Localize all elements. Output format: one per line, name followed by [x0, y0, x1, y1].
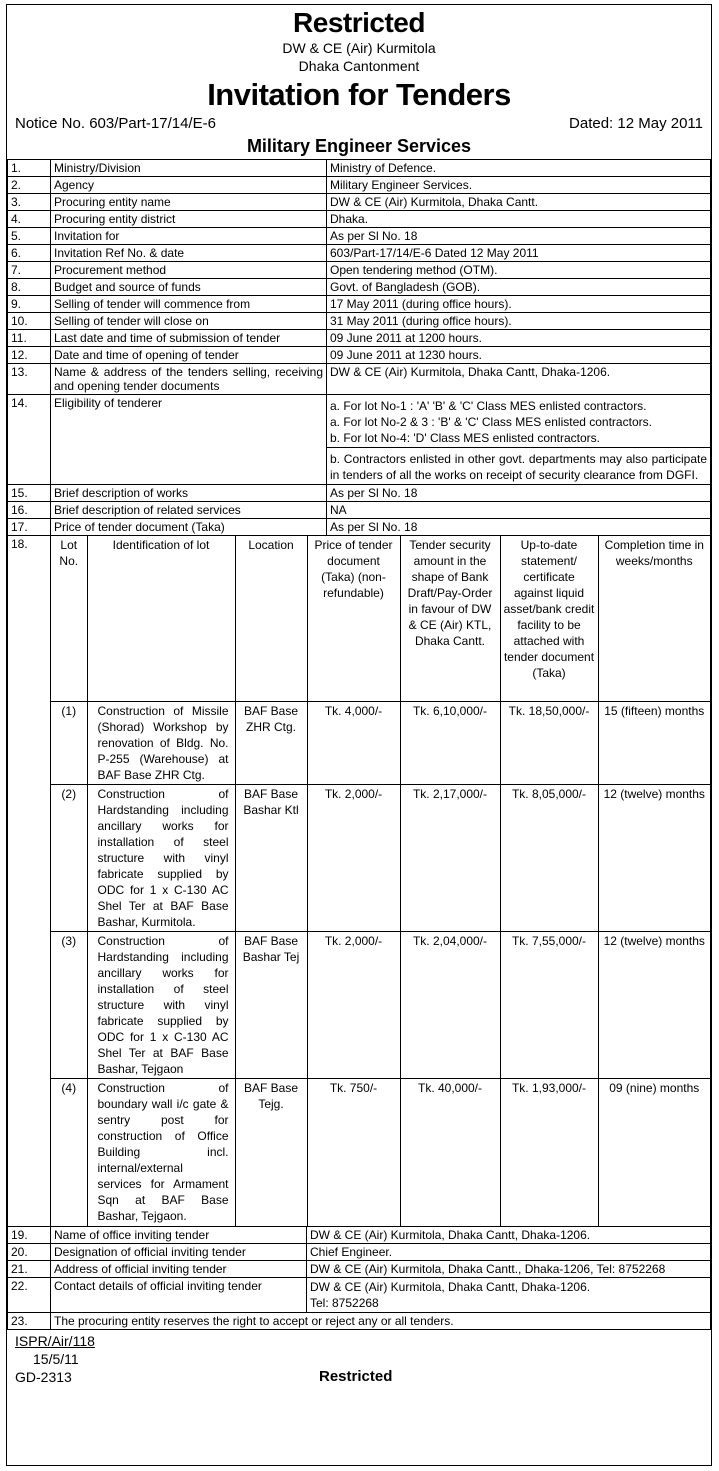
eligibility-note: b. Contractors enlisted in other govt. departments may also participate in tenders of all the works on receipt of security clearance from DGFI.	[327, 447, 710, 483]
row-value	[307, 1278, 711, 1313]
lot-row	[51, 931, 710, 1078]
lot-number: (4)	[51, 1078, 87, 1226]
row-number: 21.	[8, 1261, 51, 1278]
lot-price: Tk. 4,000/-	[307, 701, 400, 784]
row-number: 12.	[8, 347, 51, 364]
lot-security: Tk. 40,000/-	[400, 1078, 500, 1226]
page-title: Invitation for Tenders	[207, 77, 511, 112]
completion-header: Completion time in weeks/months	[598, 536, 710, 701]
lot-price: Tk. 750/-	[307, 1078, 400, 1226]
row-label: Selling of tender will commence from	[51, 296, 327, 313]
row-value: DW & CE (Air) Kurmitola, Dhaka Cantt, Dhaka-1206.	[327, 364, 711, 395]
row-value: 17 May 2011 (during office hours).	[327, 296, 711, 313]
classification-heading: Restricted	[293, 7, 425, 38]
row-number: 23.	[8, 1313, 51, 1330]
lot-location: BAF Base Bashar Tej	[235, 931, 307, 1078]
table-row	[8, 194, 711, 211]
table-row	[8, 211, 711, 228]
row-number: 16.	[8, 502, 51, 519]
office-details-table	[7, 1226, 711, 1330]
table-row	[8, 485, 711, 502]
table-row	[8, 160, 711, 177]
tender-notice-page	[6, 4, 712, 1466]
tender-details-table	[7, 159, 711, 1227]
table-row	[8, 347, 711, 364]
lot-statement: Tk. 1,93,000/-	[500, 1078, 598, 1226]
row-number: 1.	[8, 160, 51, 177]
row-number: 6.	[8, 245, 51, 262]
row-number: 13.	[8, 364, 51, 395]
row-value: DW & CE (Air) Kurmitola, Dhaka Cantt, Dhaka-1206.	[307, 1227, 711, 1244]
row-value: As per Sl No. 18	[327, 485, 711, 502]
row-number: 18.	[8, 536, 51, 1227]
lot-security: Tk. 6,10,000/-	[400, 701, 500, 784]
table-row	[8, 1244, 711, 1261]
table-row	[8, 1227, 711, 1244]
lot-security: Tk. 2,17,000/-	[400, 784, 500, 931]
lots-header-row	[51, 536, 710, 701]
row-number: 17.	[8, 519, 51, 536]
row-value: Military Engineer Services.	[327, 177, 711, 194]
row-label: Price of tender document (Taka)	[51, 519, 327, 536]
lot-number: (2)	[51, 784, 87, 931]
eligibility-line: a. For lot No-2 & 3 : 'B' & 'C' Class MES enlisted contractors.	[330, 415, 652, 429]
row-number: 3.	[8, 194, 51, 211]
lot-price: Tk. 2,000/-	[307, 784, 400, 931]
location-header: Location	[235, 536, 307, 701]
ispr-reference: ISPR/Air/118	[15, 1333, 95, 1349]
row-label: Eligibility of tenderer	[51, 395, 327, 485]
row-number: 14.	[8, 395, 51, 485]
row-number: 8.	[8, 279, 51, 296]
table-row	[8, 262, 711, 279]
office-line-2: Dhaka Cantonment	[298, 58, 420, 74]
row-label: Last date and time of submission of tender	[51, 330, 327, 347]
lots-cell	[51, 536, 711, 1227]
eligibility-line: a. For lot No-1 : 'A' 'B' & 'C' Class MES enlisted contractors.	[330, 399, 647, 413]
row-label: Selling of tender will close on	[51, 313, 327, 330]
table-row	[8, 1261, 711, 1278]
table-row	[8, 519, 711, 536]
lot-price: Tk. 2,000/-	[307, 931, 400, 1078]
row-label: Name of office inviting tender	[51, 1227, 307, 1244]
lot-completion: 12 (twelve) months	[598, 784, 710, 931]
row-value: 09 June 2011 at 1200 hours.	[327, 330, 711, 347]
row-label: Contact details of official inviting tender	[51, 1278, 307, 1313]
row-label: Invitation for	[51, 228, 327, 245]
notice-number: Notice No. 603/Part-17/14/E-6	[15, 115, 216, 132]
lot-location: BAF Base ZHR Ctg.	[235, 701, 307, 784]
row-number: 19.	[8, 1227, 51, 1244]
row-value: 09 June 2011 at 1230 hours.	[327, 347, 711, 364]
row-value: Dhaka.	[327, 211, 711, 228]
row-value: Chief Engineer.	[307, 1244, 711, 1261]
table-row	[8, 364, 711, 395]
row-value: 603/Part-17/14/E-6 Dated 12 May 2011	[327, 245, 711, 262]
lot-statement: Tk. 8,05,000/-	[500, 784, 598, 931]
row-text: The procuring entity reserves the right to accept or reject any or all tenders.	[51, 1313, 711, 1330]
eligibility-row	[8, 395, 711, 485]
notice-meta-row	[7, 115, 711, 133]
contact-phone: Tel: 8752268	[310, 1296, 379, 1310]
row-value: Open tendering method (OTM).	[327, 262, 711, 279]
row-label: Procuring entity district	[51, 211, 327, 228]
row-value: Govt. of Bangladesh (GOB).	[327, 279, 711, 296]
row-number: 9.	[8, 296, 51, 313]
lot-identification: Construction of boundary wall i/c gate & sentry post for construction of Office Building incl. internal/external services for Armament Sqn at BAF Base Bashar, Tejgaon.	[87, 1078, 235, 1226]
row-label: Date and time of opening of tender	[51, 347, 327, 364]
row-value: DW & CE (Air) Kurmitola, Dhaka Cantt.	[327, 194, 711, 211]
row-value: DW & CE (Air) Kurmitola, Dhaka Cantt., Dhaka-1206, Tel: 8752268	[307, 1261, 711, 1278]
lot-row	[51, 701, 710, 784]
table-row	[8, 502, 711, 519]
row-value: Ministry of Defence.	[327, 160, 711, 177]
lot-identification: Construction of Missile (Shorad) Workshop by renovation of Bldg. No. P-255 (Warehouse) at BAF Base ZHR Ctg.	[87, 701, 235, 784]
identification-header: Identification of lot	[87, 536, 235, 701]
row-number: 2.	[8, 177, 51, 194]
notice-date: Dated: 12 May 2011	[569, 115, 703, 132]
table-row	[8, 296, 711, 313]
footer-date: 15/5/11	[33, 1351, 79, 1367]
row-label: Name & address of the tenders selling, receiving and opening tender documents	[51, 364, 327, 395]
lots-table	[51, 536, 710, 1226]
table-row	[8, 177, 711, 194]
row-label: Invitation Ref No. & date	[51, 245, 327, 262]
statement-header: Up-to-date statement/ certificate against liquid asset/bank credit facility to be attached with tender document (Taka)	[500, 536, 598, 701]
table-row	[8, 1278, 711, 1313]
row-value: 31 May 2011 (during office hours).	[327, 313, 711, 330]
lot-location: BAF Base Tejg.	[235, 1078, 307, 1226]
row-label: Ministry/Division	[51, 160, 327, 177]
lot-identification: Construction of Hardstanding including ancillary works for installation of steel structure with vinyl fabricate supplied by ODC for 1 x C-130 AC Shel Ter at BAF Base Bashar, Kurmitola.	[87, 784, 235, 931]
row-value: NA	[327, 502, 711, 519]
lot-completion: 12 (twelve) months	[598, 931, 710, 1078]
office-line-1: DW & CE (Air) Kurmitola	[282, 40, 436, 56]
table-row	[8, 279, 711, 296]
lot-statement: Tk. 7,55,000/-	[500, 931, 598, 1078]
row-number: 15.	[8, 485, 51, 502]
lot-row	[51, 784, 710, 931]
row-label: Procuring entity name	[51, 194, 327, 211]
table-row	[8, 245, 711, 262]
table-row	[8, 313, 711, 330]
row-label: Brief description of works	[51, 485, 327, 502]
gd-number: GD-2313	[15, 1369, 72, 1385]
row-label: Budget and source of funds	[51, 279, 327, 296]
lot-number: (3)	[51, 931, 87, 1078]
row-value: As per Sl No. 18	[327, 519, 711, 536]
row-number: 4.	[8, 211, 51, 228]
price-header: Price of tender document (Taka) (non-refundable)	[307, 536, 400, 701]
footer-classification: Restricted	[319, 1368, 393, 1385]
lot-statement: Tk. 18,50,000/-	[500, 701, 598, 784]
organization-heading: Military Engineer Services	[246, 136, 472, 156]
row-label: Designation of official inviting tender	[51, 1244, 307, 1261]
row-label: Brief description of related services	[51, 502, 327, 519]
lot-no-header: Lot No.	[51, 536, 87, 701]
lot-completion: 15 (fifteen) months	[598, 701, 710, 784]
table-row	[8, 330, 711, 347]
security-header: Tender security amount in the shape of Bank Draft/Pay-Order in favour of DW & CE (Air) KTL, Dhaka Cantt.	[400, 536, 500, 701]
row-number: 11.	[8, 330, 51, 347]
notice-header	[7, 7, 711, 113]
eligibility-cell	[327, 395, 711, 485]
lot-completion: 09 (nine) months	[598, 1078, 710, 1226]
lot-identification: Construction of Hardstanding including ancillary works for installation of steel structure with vinyl fabricate supplied by ODC for 1 x C-130 AC Shel Ter at BAF Base Bashar, Tejgaon	[87, 931, 235, 1078]
contact-address: DW & CE (Air) Kurmitola, Dhaka Cantt, Dhaka-1206.	[310, 1280, 591, 1294]
row-number: 7.	[8, 262, 51, 279]
row-label: Procurement method	[51, 262, 327, 279]
row-number: 10.	[8, 313, 51, 330]
eligibility-line: b. For lot No-4: 'D' Class MES enlisted contractors.	[330, 431, 601, 445]
row-label: Agency	[51, 177, 327, 194]
lot-number: (1)	[51, 701, 87, 784]
table-row	[8, 228, 711, 245]
row-number: 5.	[8, 228, 51, 245]
row-number: 20.	[8, 1244, 51, 1261]
notice-footer	[7, 1330, 711, 1386]
row-value: As per Sl No. 18	[327, 228, 711, 245]
lots-row	[8, 536, 711, 1227]
lot-security: Tk. 2,04,000/-	[400, 931, 500, 1078]
row-number: 22.	[8, 1278, 51, 1313]
lot-location: BAF Base Bashar Ktl	[235, 784, 307, 931]
lot-row	[51, 1078, 710, 1226]
row-label: Address of official inviting tender	[51, 1261, 307, 1278]
table-row	[8, 1313, 711, 1330]
